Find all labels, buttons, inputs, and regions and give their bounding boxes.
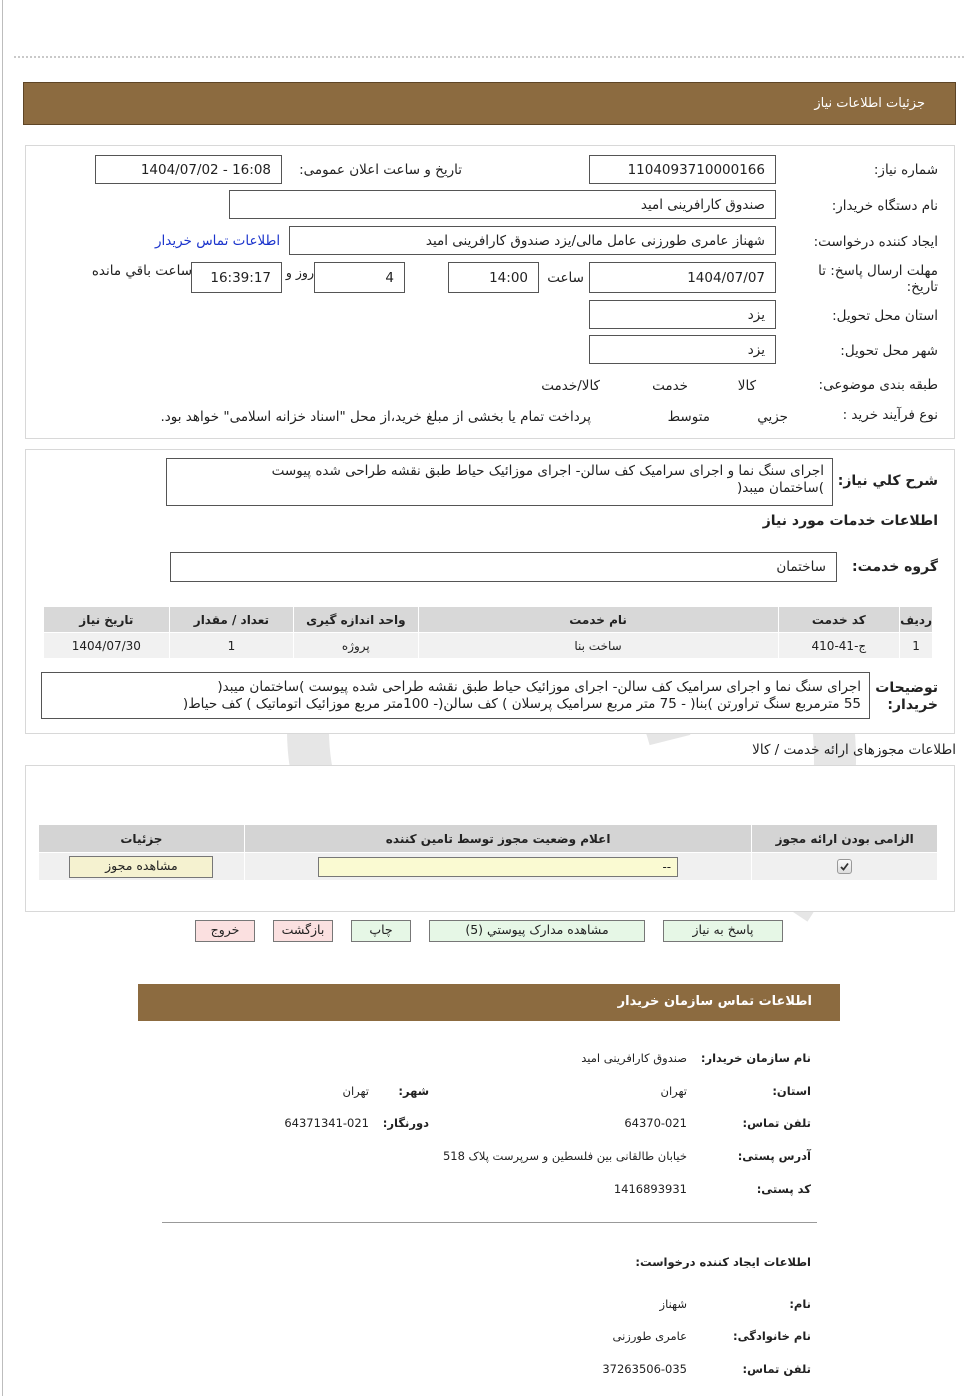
process-option-minor: جزيي bbox=[757, 409, 788, 425]
buyer-notes-label-1: توضیحات bbox=[875, 680, 938, 696]
remaining-time-field: 16:39:17 bbox=[191, 262, 282, 293]
col-license-details: جزئیات bbox=[39, 825, 245, 853]
creator-family-value: عامری طورزنی bbox=[612, 1329, 687, 1343]
col-license-required: الزامی بودن ارائه مجوز bbox=[752, 825, 938, 853]
announce-datetime-field: 1404/07/02 - 16:08 bbox=[95, 155, 282, 184]
reply-button[interactable]: پاسخ به نیاز bbox=[663, 920, 783, 942]
col-qty: تعداد / مقدار bbox=[169, 607, 293, 633]
services-table bbox=[43, 606, 933, 659]
page-left-border bbox=[2, 0, 3, 1396]
contact-address-label: آدرس پستی: bbox=[737, 1149, 811, 1163]
remaining-label: ساعت باقي مانده bbox=[91, 263, 192, 279]
deadline-time-field: 14:00 bbox=[448, 262, 539, 293]
buyer-org-label: نام دستگاه خریدار: bbox=[831, 198, 938, 214]
services-section-title: اطلاعات خدمات مورد نیاز bbox=[762, 513, 938, 529]
description-line-2: )ساختمان میبد( bbox=[737, 480, 824, 496]
contact-fax-label: دورنگار: bbox=[382, 1116, 429, 1130]
buyer-notes-label bbox=[875, 680, 938, 714]
creator-section-title: اطلاعات ایجاد کننده درخواست: bbox=[635, 1255, 811, 1269]
description-label: شرح كلي نياز: bbox=[837, 473, 938, 489]
licenses-table-wrap bbox=[38, 824, 938, 881]
page-title: جزئیات اطلاعات نیاز bbox=[814, 96, 925, 111]
service-group-field: ساختمان bbox=[170, 552, 837, 582]
cell-qty: 1 bbox=[169, 633, 293, 659]
creator-phone-label: تلفن تماس: bbox=[742, 1362, 811, 1376]
process-label: نوع فرآیند خرید : bbox=[842, 407, 938, 423]
licenses-section-title: اطلاعات مجوزهای ارائه خدمت / کالا bbox=[752, 742, 956, 758]
creator-family-label: نام خانوادگی: bbox=[733, 1329, 811, 1343]
cell-row: 1 bbox=[900, 633, 933, 659]
exit-button[interactable]: خروج bbox=[195, 920, 255, 942]
contact-address-value: خیابان طالقانی بین فلسطین و سرپرست پلاک 518 bbox=[442, 1149, 687, 1163]
col-code: کد خدمت bbox=[778, 607, 900, 633]
city-label: شهر محل تحویل: bbox=[840, 343, 938, 359]
deadline-label: مهلت ارسال پاسخ: تا bbox=[818, 263, 938, 279]
contact-postal-label: کد پستی: bbox=[756, 1182, 811, 1196]
creator-name-value: شهناز bbox=[659, 1297, 687, 1311]
contact-header bbox=[138, 984, 840, 1021]
cell-license-status bbox=[244, 853, 752, 881]
buyer-org-field: صندوق کارافرینی امید bbox=[229, 190, 776, 219]
contact-org-value: صندوق کارافرینی امید bbox=[581, 1051, 687, 1065]
category-label: طبقه بندی موضوعی: bbox=[818, 377, 938, 393]
check-icon bbox=[838, 860, 851, 873]
col-license-status: اعلام وضعیت مجوز توسط تامین کننده bbox=[244, 825, 752, 853]
category-option-goods: کالا bbox=[737, 378, 756, 394]
contact-city-label: شهر: bbox=[398, 1084, 429, 1098]
cell-license-required bbox=[752, 853, 938, 881]
back-button[interactable]: بازگشت bbox=[273, 920, 333, 942]
cell-code: ج-41-410 bbox=[778, 633, 900, 659]
category-option-service: خدمت bbox=[652, 378, 688, 394]
view-license-button[interactable]: مشاهده مجوز bbox=[69, 856, 213, 878]
description-line-1: اجرای سنگ نما و اجرای سرامیک کف سالن- اجرای موزائیک حیاط طبق نقشه طراحی شده پیوست bbox=[271, 463, 824, 479]
cell-date: 1404/07/30 bbox=[44, 633, 170, 659]
creator-field: شهناز عامری طورزنی عامل مالی/یزد صندوق کارافرینی امید bbox=[289, 226, 776, 255]
print-button[interactable]: چاپ bbox=[351, 920, 411, 942]
contact-fax-value: 64371341-021 bbox=[284, 1116, 369, 1130]
announce-label: تاریخ و ساعت اعلان عمومی: bbox=[299, 162, 462, 178]
buyer-notes-line-1: اجرای سنگ نما و اجرای سرامیک کف سالن- اجرای موزائیک حیاط طبق نقشه طراحی شده پیوست )ساختمان میبد( bbox=[217, 679, 861, 695]
need-number-label: شماره نیاز: bbox=[873, 162, 938, 178]
city-field: یزد bbox=[589, 335, 776, 364]
contact-postal-value: 1416893931 bbox=[613, 1182, 687, 1196]
table-row bbox=[39, 853, 938, 881]
col-unit: واحد اندازه گیری bbox=[294, 607, 418, 633]
description-field bbox=[166, 458, 833, 506]
treasury-payment-note: پرداخت تمام یا بخشی از مبلغ خرید،از محل "اسناد خزانه اسلامی" خواهد بود. bbox=[160, 409, 591, 425]
service-group-label: گروه خدمت: bbox=[852, 559, 938, 575]
page-header bbox=[23, 82, 956, 125]
table-row bbox=[44, 633, 933, 659]
license-required-checkbox[interactable] bbox=[837, 859, 852, 874]
process-option-medium: متوسط bbox=[667, 409, 710, 425]
licenses-table bbox=[38, 824, 938, 881]
license-status-field[interactable]: -- bbox=[318, 857, 678, 877]
contact-province-label: استان: bbox=[772, 1084, 811, 1098]
contact-city-value: تهران bbox=[342, 1084, 369, 1098]
buyer-notes-line-2: 55 مترمربع سنگ تراورتن )بنا( - 75 متر مربع سرامیک پرسلان ) کف سالن(- 100متر مربع موزائیک اتوماتیک ) کف حیاط( bbox=[182, 696, 861, 712]
creator-name-label: نام: bbox=[789, 1297, 811, 1311]
creator-phone-value: 37263506-035 bbox=[602, 1362, 687, 1376]
buyer-notes-label-2: خریدار: bbox=[887, 697, 938, 713]
top-divider bbox=[14, 56, 964, 58]
province-field: یزد bbox=[589, 300, 776, 329]
col-row: رديف bbox=[900, 607, 933, 633]
contact-phone-value: 64370-021 bbox=[624, 1116, 687, 1130]
services-table-wrap bbox=[43, 606, 933, 659]
category-option-both: کالا/خدمت bbox=[541, 378, 600, 394]
deadline-label-date: تاریخ: bbox=[906, 279, 938, 295]
cell-name: ساخت بنا bbox=[418, 633, 778, 659]
col-name: نام خدمت bbox=[418, 607, 778, 633]
time-label: ساعت bbox=[547, 270, 584, 286]
view-documents-button[interactable]: مشاهده مدارک پیوستي (5) bbox=[429, 920, 645, 942]
cell-unit: پروژه bbox=[294, 633, 418, 659]
contact-province-value: تهران bbox=[660, 1084, 687, 1098]
contact-title: اطلاعات تماس سازمان خریدار bbox=[617, 994, 812, 1009]
days-field: 4 bbox=[314, 262, 405, 293]
contact-phone-label: تلفن تماس: bbox=[742, 1116, 811, 1130]
creator-label: ایجاد کننده درخواست: bbox=[813, 234, 938, 250]
contact-org-label: نام سازمان خریدار: bbox=[700, 1051, 811, 1065]
col-date: تاریخ نیاز bbox=[44, 607, 170, 633]
province-label: استان محل تحویل: bbox=[832, 308, 938, 324]
buyer-contact-link[interactable]: اطلاعات تماس خریدار bbox=[155, 233, 281, 249]
buyer-notes-field bbox=[41, 672, 870, 719]
cell-license-details bbox=[39, 853, 245, 881]
need-number-field: 1104093710000166 bbox=[589, 155, 776, 184]
contact-divider bbox=[162, 1222, 817, 1223]
days-label: روز و bbox=[285, 265, 314, 280]
deadline-date-field: 1404/07/07 bbox=[589, 262, 776, 293]
